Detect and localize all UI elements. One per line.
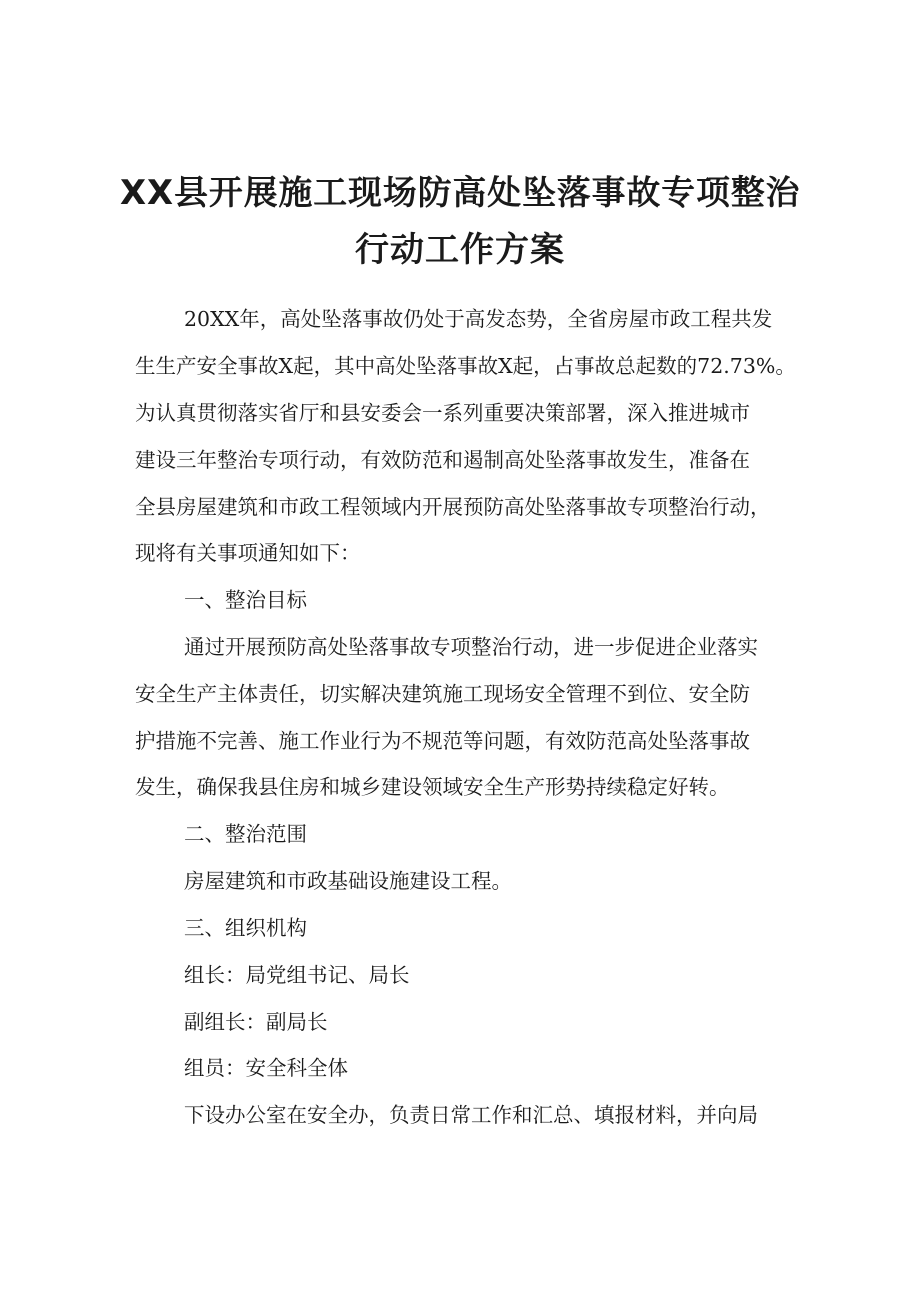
intro-line-3: 为认真贯彻落实省厅和县安委会一系列重要决策部署，深入推进城市 — [135, 401, 750, 425]
intro-line-6: 现将有关事项通知如下： — [135, 541, 361, 565]
intro-line-2: 生生产安全事故X起，其中高处坠落事故X起，占事故总起数的72.73%。 — [135, 354, 796, 378]
org-members: 组员：安全科全体 — [184, 1056, 348, 1080]
section-heading-goals: 一、整治目标 — [184, 588, 307, 612]
goals-line-4: 发生，确保我县住房和城乡建设领域安全生产形势持续稳定好转。 — [135, 775, 730, 799]
intro-line-4: 建设三年整治专项行动，有效防范和遏制高处坠落事故发生，准备在 — [135, 448, 750, 472]
intro-line-1: 20XX年，高处坠落事故仍处于高发态势，全省房屋市政工程共发 — [184, 307, 773, 331]
office-line: 下设办公室在安全办，负责日常工作和汇总、填报材料，并向局 — [184, 1103, 758, 1127]
section-heading-scope: 二、整治范围 — [184, 822, 307, 846]
goals-line-1: 通过开展预防高处坠落事故专项整治行动，进一步促进企业落实 — [184, 635, 758, 659]
intro-line-5: 全县房屋建筑和市政工程领域内开展预防高处坠落事故专项整治行动， — [135, 495, 771, 519]
org-leader: 组长：局党组书记、局长 — [184, 963, 410, 987]
goals-line-3: 护措施不完善、施工作业行为不规范等问题，有效防范高处坠落事故 — [135, 729, 750, 753]
scope-text: 房屋建筑和市政基础设施建设工程。 — [184, 869, 512, 893]
document-title-line-1: XX县开展施工现场防高处坠落事故专项整治 — [120, 173, 801, 212]
section-heading-organization: 三、组织机构 — [184, 916, 307, 940]
goals-line-2: 安全生产主体责任，切实解决建筑施工现场安全管理不到位、安全防 — [135, 682, 750, 706]
document-title-line-2: 行动工作方案 — [355, 230, 565, 270]
org-deputy-leader: 副组长：副局长 — [184, 1010, 328, 1034]
